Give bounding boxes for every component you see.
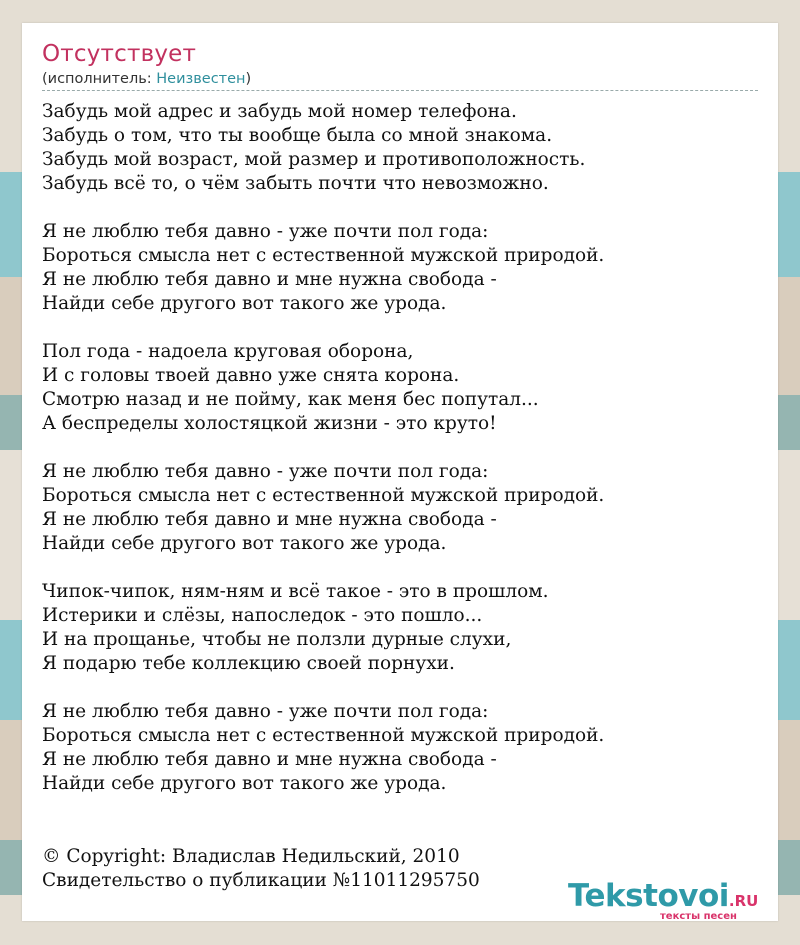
lyric-line: Найди себе другого вот такого же урода.: [42, 533, 447, 554]
artist-line: [42, 71, 251, 87]
lyric-line: Бороться смысла нет с естественной мужской природой.: [42, 725, 605, 746]
lyric-line: Я не люблю тебя давно и мне нужна свобода -: [42, 509, 497, 530]
logo-main-text: Tekstovoi: [568, 878, 729, 914]
lyric-line: Забудь всё то, о чём забыть почти что невозможно.: [42, 173, 549, 194]
stanza: [42, 220, 762, 316]
copyright-line: © Copyright: Владислав Недильский, 2010: [42, 846, 460, 867]
lyric-line: Чипок-чипок, ням-ням и всё такое - это в прошлом.: [42, 581, 549, 602]
lyric-line: Истерики и слёзы, напоследок - это пошло...: [42, 605, 483, 626]
artist-link[interactable]: Неизвестен: [156, 71, 246, 87]
tekstovoi-logo[interactable]: [568, 878, 759, 922]
lyric-line: Пол года - надоела круговая оборона,: [42, 341, 414, 362]
publication-line: Свидетельство о публикации №11011295750: [42, 870, 480, 891]
lyric-line: Забудь мой возраст, мой размер и противоположность.: [42, 149, 586, 170]
lyric-line: А беспределы холостяцкой жизни - это круто!: [42, 413, 497, 434]
lyric-line: И с головы твоей давно уже снята корона.: [42, 365, 460, 386]
copyright-block: [42, 845, 480, 893]
lyric-line: Бороться смысла нет с естественной мужской природой.: [42, 245, 605, 266]
lyric-line: Найди себе другого вот такого же урода.: [42, 293, 447, 314]
logo-tagline: тексты песен: [660, 911, 737, 922]
stanza: [42, 460, 762, 556]
lyric-line: Я не люблю тебя давно - уже почти пол года:: [42, 701, 489, 722]
lyric-line: Забудь мой адрес и забудь мой номер телефона.: [42, 101, 517, 122]
artist-suffix: ): [245, 71, 252, 87]
stanza: [42, 700, 762, 796]
artist-prefix: (исполнитель:: [42, 71, 157, 87]
lyrics-card: [22, 23, 778, 921]
stanza: [42, 340, 762, 436]
lyric-line: Я не люблю тебя давно и мне нужна свобода -: [42, 269, 497, 290]
lyric-line: Смотрю назад и не пойму, как меня бес попутал...: [42, 389, 539, 410]
title-divider: [42, 90, 758, 91]
stanza: [42, 100, 762, 196]
lyric-line: Я не люблю тебя давно и мне нужна свобода -: [42, 749, 497, 770]
lyric-line: Я не люблю тебя давно - уже почти пол года:: [42, 221, 489, 242]
lyric-line: Я не люблю тебя давно - уже почти пол года:: [42, 461, 489, 482]
lyric-line: Бороться смысла нет с естественной мужской природой.: [42, 485, 605, 506]
lyric-line: Я подарю тебе коллекцию своей порнухи.: [42, 653, 455, 674]
lyric-line: Забудь о том, что ты вообще была со мной знакома.: [42, 125, 553, 146]
stanza: [42, 580, 762, 676]
lyrics-text: [42, 100, 762, 820]
lyric-line: Найди себе другого вот такого же урода.: [42, 773, 447, 794]
logo-domain: .RU: [728, 892, 759, 910]
lyric-line: И на прощанье, чтобы не ползли дурные слухи,: [42, 629, 512, 650]
song-title: Отсутствует: [42, 41, 197, 67]
